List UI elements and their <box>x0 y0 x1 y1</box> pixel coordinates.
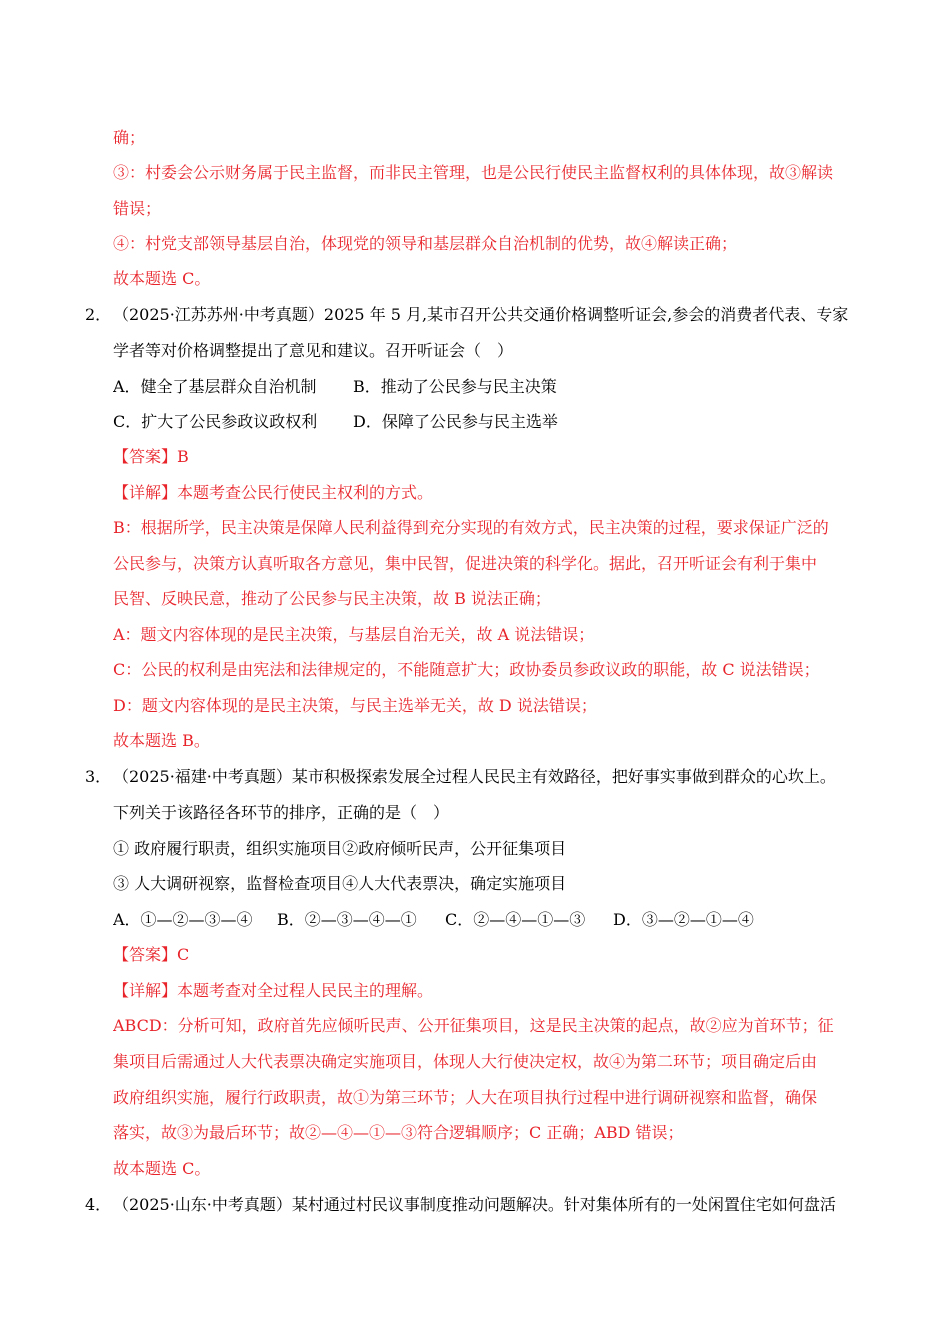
options-row <box>113 376 868 398</box>
option-c: C．扩大了公民参政议政权利 <box>113 412 318 431</box>
question-stem: 学者等对价格调整提出了意见和建议。召开听证会（ ） <box>113 341 514 360</box>
explanation-line: D：题文内容体现的是民主决策，与民主选举无关，故 D 说法错误； <box>113 696 597 715</box>
option-c: C．②—④—①—③ <box>445 910 586 929</box>
question-stem: （2025·江苏苏州·中考真题）2025 年 5 月,某市召开公共交通价格调整听证会,参会的消费者代表、专家 <box>113 305 849 324</box>
prev-explanation-line: ④：村党支部领导基层自治，体现党的领导和基层群众自治机制的优势，故④解读正确； <box>113 234 738 253</box>
option-d: D．保障了公民参与民主选举 <box>353 412 558 431</box>
option-a: A．①—②—③—④ <box>113 910 253 929</box>
explanation-line: 落实，故③为最后环节；故②—④—①—③符合逻辑顺序；C 正确；ABD 错误； <box>113 1123 684 1142</box>
explanation-line: B：根据所学，民主决策是保障人民利益得到充分实现的有效方式，民主决策的过程，要求保证广泛的 <box>113 518 829 537</box>
statement-items: ③ 人大调研视察，监督检查项目④人大代表票决，确定实施项目 <box>113 874 567 893</box>
explanation-line: 民智、反映民意，推动了公民参与民主决策，故 B 说法正确； <box>113 589 551 608</box>
explanation-line: A：题文内容体现的是民主决策，与基层自治无关，故 A 说法错误； <box>113 625 595 644</box>
explanation-line: 公民参与，决策方认真听取各方意见，集中民智，促进决策的科学化。据此，召开听证会有利于集中 <box>113 554 818 573</box>
detail-label: 【详解】本题考查公民行使民主权利的方式。 <box>113 483 434 502</box>
option-b: B．②—③—④—① <box>277 910 417 929</box>
explanation-line: 集项目后需通过人大代表票决确定实施项目，体现人大行使决定权，故④为第二环节；项目确定后由 <box>113 1052 818 1071</box>
options-row <box>113 411 868 433</box>
prev-conclusion: 故本题选 C。 <box>113 269 211 288</box>
question-number: 2． <box>85 305 112 324</box>
question-stem: （2025·山东·中考真题）某村通过村民议事制度推动问题解决。针对集体所有的一处闲置住宅如何盘活 <box>113 1195 836 1214</box>
question-number: 4． <box>85 1195 112 1214</box>
option-d: D．③—②—①—④ <box>613 910 754 929</box>
statement-items: ① 政府履行职责，组织实施项目②政府倾听民声，公开征集项目 <box>113 839 567 858</box>
question-number: 3． <box>85 767 112 786</box>
prev-explanation-line: 确； <box>113 128 146 147</box>
prev-explanation-line: 错误； <box>113 199 162 218</box>
conclusion: 故本题选 B。 <box>113 731 210 750</box>
question-stem: 下列关于该路径各环节的排序，正确的是（ ） <box>113 803 450 822</box>
detail-label: 【详解】本题考查对全过程人民民主的理解。 <box>113 981 434 1000</box>
explanation-line: C：公民的权利是由宪法和法律规定的，不能随意扩大；政协委员参政议政的职能，故 C 说法错误； <box>113 660 820 679</box>
option-a: A．健全了基层群众自治机制 <box>113 377 317 396</box>
prev-explanation-line: ③：村委会公示财务属于民主监督，而非民主管理，也是公民行使民主监督权利的具体体现，故③解读 <box>113 163 834 182</box>
question-stem: （2025·福建·中考真题）某市积极探索发展全过程人民民主有效路径，把好事实事做到群众的心坎上。 <box>113 767 836 786</box>
explanation-line: 政府组织实施，履行行政职责，故①为第三环节；人大在项目执行过程中进行调研视察和监督，确保 <box>113 1088 818 1107</box>
answer-label: 【答案】C <box>113 945 190 964</box>
options-row <box>113 909 868 931</box>
conclusion: 故本题选 C。 <box>113 1159 211 1178</box>
answer-label: 【答案】B <box>113 447 189 466</box>
option-b: B．推动了公民参与民主决策 <box>353 377 557 396</box>
explanation-line: ABCD：分析可知，政府首先应倾听民声、公开征集项目，这是民主决策的起点，故②应为首环节；征 <box>113 1016 834 1035</box>
